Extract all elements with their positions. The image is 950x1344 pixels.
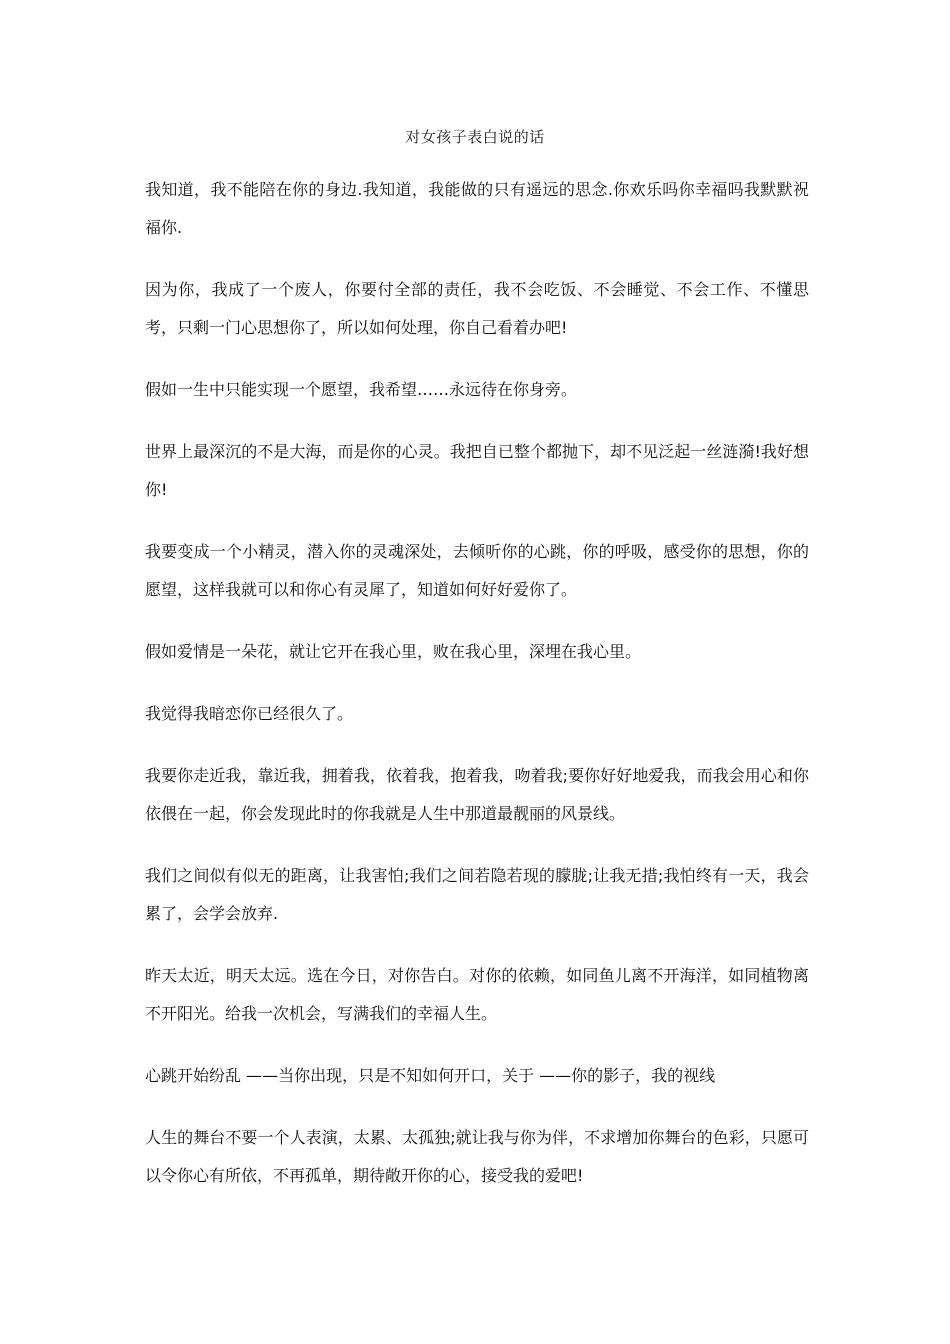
paragraph: 因为你，我成了一个废人，你要付全部的责任，我不会吃饭、不会睡觉、不会工作、不懂思考，只剩一门心思想你了，所以如何处理，你自己看着办吧!: [145, 280, 809, 337]
document-body: [145, 171, 809, 1219]
paragraph: 心跳开始纷乱 ——当你出现，只是不知如何开口，关于 ——你的影子，我的视线: [145, 1066, 716, 1085]
paragraph: 假如一生中只能实现一个愿望，我希望……永远待在你身旁。: [145, 380, 578, 399]
paragraph: 我知道，我不能陪在你的身边.我知道，我能做的只有遥远的思念.你欢乐吗你幸福吗我默默祝福你.: [145, 180, 809, 237]
paragraph: 世界上最深沉的不是大海，而是你的心灵。我把自已整个都抛下，却不见泛起一丝涟漪!我好想你!: [145, 442, 809, 499]
paragraph: 我要变成一个小精灵，潜入你的灵魂深处，去倾听你的心跳，你的呼吸，感受你的思想，你的愿望，这样我就可以和你心有灵犀了，知道如何好好爱你了。: [145, 542, 809, 599]
paragraph: 我们之间似有似无的距离，让我害怕;我们之间若隐若现的朦胧;让我无措;我怕终有一天，我会累了，会学会放弃.: [145, 866, 809, 923]
paragraph: 昨天太近，明天太远。选在今日，对你告白。对你的依赖，如同鱼儿离不开海洋，如同植物离不开阳光。给我一次机会，写满我们的幸福人生。: [145, 966, 809, 1023]
paragraph: 人生的舞台不要一个人表演，太累、太孤独;就让我与你为伴，不求增加你舞台的色彩，只愿可以令你心有所依，不再孤单，期待敞开你的心，接受我的爱吧!: [145, 1128, 809, 1185]
document-title: 对女孩子表白说的话: [405, 128, 545, 146]
paragraph: 我要你走近我，靠近我，拥着我，依着我，抱着我，吻着我;要你好好地爱我，而我会用心和你依偎在一起，你会发现此时的你我就是人生中那道最靓丽的风景线。: [145, 766, 809, 823]
paragraph: 我觉得我暗恋你已经很久了。: [145, 704, 354, 723]
paragraph: 假如爱情是一朵花，就让它开在我心里，败在我心里，深埋在我心里。: [145, 642, 642, 661]
